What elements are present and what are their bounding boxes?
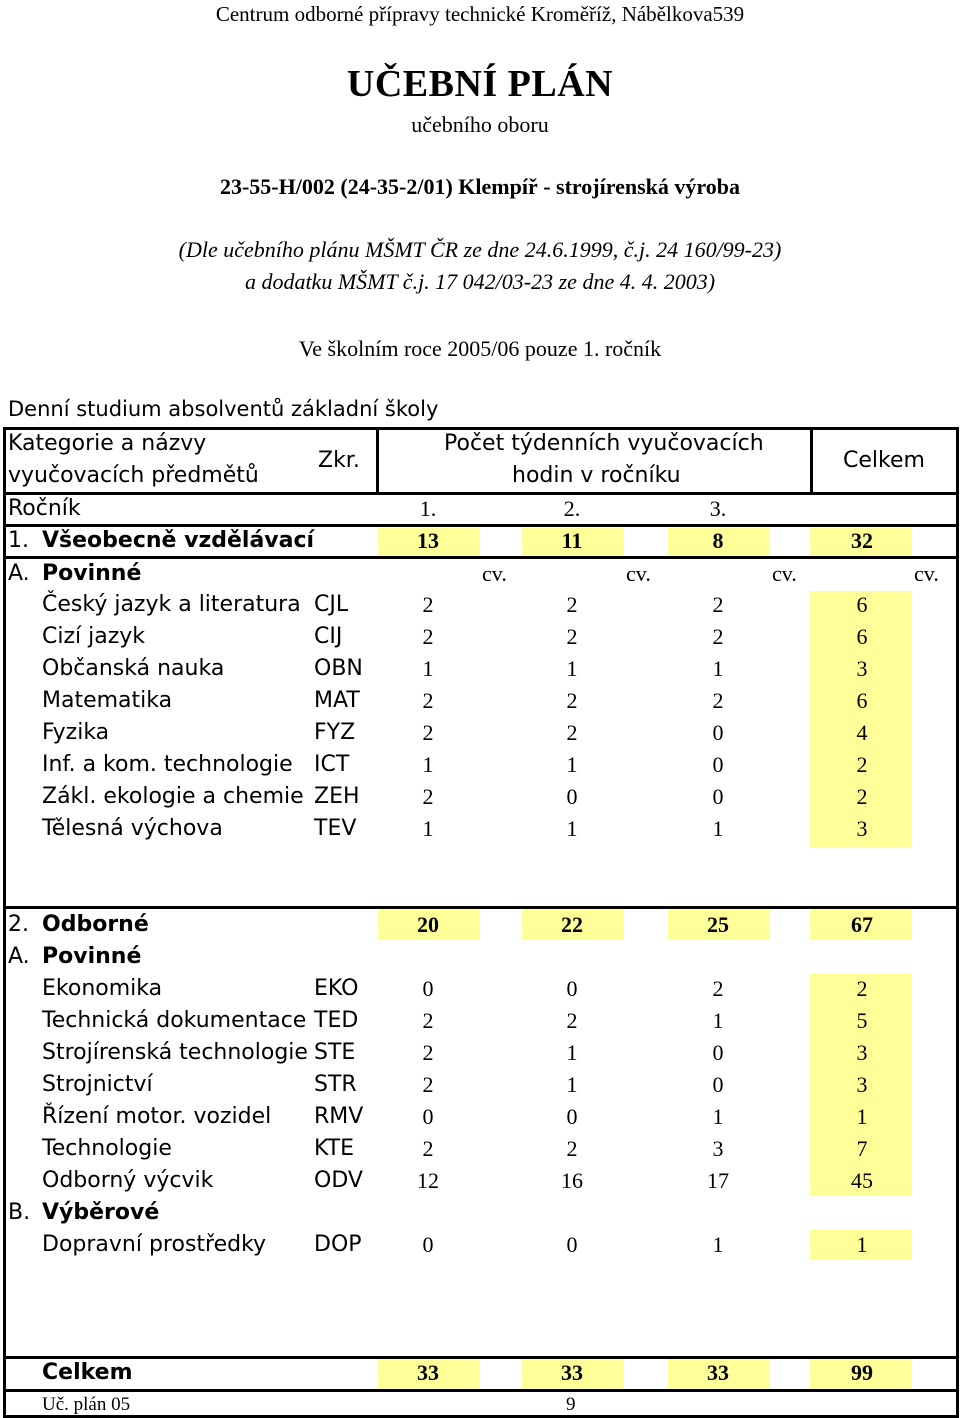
subject-hours-y3: 2 <box>712 688 724 713</box>
school-year-note: Ve školním roce 2005/06 pouze 1. ročník <box>298 336 662 361</box>
subject-hours-y2: 2 <box>566 1008 578 1033</box>
legal-basis-line-2: a dodatku MŠMT č.j. 17 042/03-23 ze dne 4. 4. 2003) <box>244 269 716 294</box>
subject-abbreviation: TEV <box>314 816 357 841</box>
header-category-line-1: Kategorie a názvy <box>8 431 207 456</box>
section-total-sum: 67 <box>851 912 873 937</box>
page-number: 9 <box>566 1394 576 1415</box>
subject-hours-y3: 0 <box>712 1072 724 1097</box>
subject-hours-y1: 2 <box>422 1040 434 1065</box>
subject-hours-y1: 0 <box>422 1232 434 1257</box>
subject-abbreviation: CJL <box>314 592 349 617</box>
subject-hours-y3: 0 <box>712 720 724 745</box>
subject-name: Matematika <box>42 688 173 713</box>
subject-hours-y2: 0 <box>566 784 578 809</box>
subject-name: Strojnictví <box>42 1072 153 1097</box>
elective-name: Výběrové <box>42 1200 160 1225</box>
subject-abbreviation: RMV <box>314 1104 364 1129</box>
cv-label: cv. <box>482 561 507 586</box>
subject-hours-total: 3 <box>856 816 868 841</box>
group-name: Povinné <box>42 561 142 586</box>
subject-hours-y2: 0 <box>566 1232 578 1257</box>
subject-abbreviation: EKO <box>314 976 359 1001</box>
subject-abbreviation: STR <box>314 1072 357 1097</box>
subject-hours-y2: 1 <box>566 816 578 841</box>
subject-abbreviation: OBN <box>314 656 363 681</box>
subject-hours-y3: 17 <box>707 1168 729 1193</box>
subject-hours-y1: 1 <box>422 816 434 841</box>
legal-basis-line-1: (Dle učebního plánu MŠMT ČR ze dne 24.6.1999, č.j. 24 160/99-23) <box>178 237 782 262</box>
subject-hours-y2: 2 <box>566 624 578 649</box>
subject-hours-y3: 1 <box>712 656 724 681</box>
subject-hours-y3: 3 <box>712 1136 724 1161</box>
subject-hours-y3: 2 <box>712 592 724 617</box>
subject-hours-y2: 0 <box>566 976 578 1001</box>
subject-name: Tělesná výchova <box>42 816 223 841</box>
grade-label: Ročník <box>8 496 81 521</box>
subject-hours-y1: 2 <box>422 1072 434 1097</box>
column-rule <box>376 430 379 492</box>
section-total-y3: 25 <box>707 912 729 937</box>
subject-name: Odborný výcvik <box>42 1168 214 1193</box>
subject-hours-y1: 2 <box>422 624 434 649</box>
institution-header: Centrum odborné přípravy technické Kroměříž, Nábělkova539 <box>215 2 745 26</box>
cv-label: cv. <box>626 561 651 586</box>
grade-3: 3. <box>709 496 727 521</box>
subject-hours-y2: 1 <box>566 752 578 777</box>
subject-hours-total: 6 <box>856 592 868 617</box>
subject-name: Ekonomika <box>42 976 163 1001</box>
section-total-y2: 11 <box>561 528 583 553</box>
subject-hours-y2: 1 <box>566 1072 578 1097</box>
subject-hours-y2: 1 <box>566 1040 578 1065</box>
grade-1: 1. <box>419 496 437 521</box>
subject-name: Inf. a kom. technologie <box>42 752 293 777</box>
subject-hours-y3: 1 <box>712 1104 724 1129</box>
section-name: Odborné <box>42 912 149 937</box>
subject-name: Český jazyk a literatura <box>42 592 301 617</box>
header-total: Celkem <box>843 448 925 473</box>
cv-label: cv. <box>914 561 939 586</box>
elective-letter: B. <box>8 1200 31 1225</box>
section-number: 1. <box>8 528 29 553</box>
group-letter: A. <box>8 944 30 969</box>
subject-hours-y1: 2 <box>422 784 434 809</box>
subject-abbreviation: CIJ <box>314 624 343 649</box>
subject-hours-y2: 2 <box>566 1136 578 1161</box>
header-category-line-2: vyučovacích předmětů <box>8 463 259 488</box>
row-rule <box>3 1356 956 1359</box>
section-number: 2. <box>8 912 29 937</box>
page-title: UČEBNÍ PLÁN <box>346 63 614 105</box>
page-subtitle: učebního oboru <box>411 112 549 137</box>
subject-hours-y3: 2 <box>712 976 724 1001</box>
subject-hours-y1: 0 <box>422 1104 434 1129</box>
subject-hours-y2: 2 <box>566 688 578 713</box>
subject-hours-y1: 2 <box>422 1136 434 1161</box>
subject-hours-y1: 0 <box>422 976 434 1001</box>
header-rule <box>3 492 956 495</box>
subject-hours-y3: 0 <box>712 1040 724 1065</box>
subject-abbreviation: MAT <box>314 688 360 713</box>
group-name: Povinné <box>42 944 142 969</box>
subject-hours-total: 3 <box>856 1040 868 1065</box>
study-form: Denní studium absolventů základní školy <box>8 397 439 421</box>
subject-hours-y1: 2 <box>422 720 434 745</box>
subject-hours-y2: 2 <box>566 720 578 745</box>
subject-hours-y1: 12 <box>417 1168 439 1193</box>
subject-hours-total: 2 <box>856 976 868 1001</box>
subject-hours-y3: 1 <box>712 1008 724 1033</box>
grand-total-y3: 33 <box>707 1360 729 1385</box>
section-total-y3: 8 <box>712 528 724 553</box>
section-total-y1: 13 <box>417 528 439 553</box>
subject-name: Zákl. ekologie a chemie <box>42 784 304 809</box>
footer-document-label: Uč. plán 05 <box>42 1394 131 1415</box>
subject-name: Cizí jazyk <box>42 624 146 649</box>
subject-hours-y3: 0 <box>712 752 724 777</box>
grand-total-y2: 33 <box>561 1360 583 1385</box>
subject-hours-y2: 16 <box>561 1168 583 1193</box>
cv-label: cv. <box>772 561 797 586</box>
section-total-sum: 32 <box>851 528 873 553</box>
subject-hours-y1: 1 <box>422 656 434 681</box>
subject-hours-y2: 1 <box>566 656 578 681</box>
subject-hours-y3: 0 <box>712 784 724 809</box>
column-rule <box>810 430 813 492</box>
subject-abbreviation: ZEH <box>314 784 360 809</box>
section-total-y2: 22 <box>561 912 583 937</box>
subject-abbreviation: DOP <box>314 1232 362 1257</box>
subject-hours-y1: 2 <box>422 688 434 713</box>
field-of-study: 23-55-H/002 (24-35-2/01) Klempíř - strojírenská výroba <box>219 174 740 199</box>
section-name: Všeobecně vzdělávací <box>42 528 315 553</box>
subject-hours-total: 1 <box>856 1104 868 1129</box>
header-hours-line-1: Počet týdenních vyučovacích <box>444 431 764 456</box>
subject-abbreviation: STE <box>314 1040 356 1065</box>
grade-2: 2. <box>563 496 581 521</box>
section-total-y1: 20 <box>417 912 439 937</box>
subject-hours-y3: 1 <box>712 816 724 841</box>
subject-name: Řízení motor. vozidel <box>42 1104 272 1129</box>
subject-abbreviation: TED <box>314 1008 359 1033</box>
subject-name: Technologie <box>42 1136 172 1161</box>
subject-abbreviation: ODV <box>314 1168 363 1193</box>
group-letter: A. <box>8 561 30 586</box>
grand-total-y1: 33 <box>417 1360 439 1385</box>
subject-hours-total: 5 <box>856 1008 868 1033</box>
subject-name: Občanská nauka <box>42 656 225 681</box>
subject-hours-y3: 1 <box>712 1232 724 1257</box>
header-hours-line-2: hodin v ročníku <box>512 463 681 488</box>
subject-hours-y1: 1 <box>422 752 434 777</box>
subject-abbreviation: ICT <box>314 752 350 777</box>
header-abbreviation: Zkr. <box>318 448 360 473</box>
grand-total-label: Celkem <box>42 1360 133 1385</box>
subject-abbreviation: FYZ <box>314 720 356 745</box>
subject-hours-y2: 2 <box>566 592 578 617</box>
subject-hours-y1: 2 <box>422 592 434 617</box>
subject-abbreviation: KTE <box>314 1136 355 1161</box>
subject-hours-total: 3 <box>856 656 868 681</box>
subject-hours-total: 4 <box>856 720 868 745</box>
subject-hours-total: 2 <box>856 752 868 777</box>
subject-hours-total: 2 <box>856 784 868 809</box>
subject-name: Technická dokumentace <box>42 1008 307 1033</box>
subject-hours-total: 3 <box>856 1072 868 1097</box>
subject-hours-total: 45 <box>851 1168 873 1193</box>
grand-total-sum: 99 <box>851 1360 873 1385</box>
subject-hours-y3: 2 <box>712 624 724 649</box>
subject-name: Strojírenská technologie <box>42 1040 308 1065</box>
subject-hours-y2: 0 <box>566 1104 578 1129</box>
subject-hours-total: 7 <box>856 1136 868 1161</box>
row-rule <box>3 1389 956 1392</box>
subject-hours-total: 6 <box>856 688 868 713</box>
subject-name: Dopravní prostředky <box>42 1232 267 1257</box>
subject-hours-y1: 2 <box>422 1008 434 1033</box>
subject-name: Fyzika <box>42 720 110 745</box>
subject-hours-total: 6 <box>856 624 868 649</box>
subject-hours-total: 1 <box>856 1232 868 1257</box>
